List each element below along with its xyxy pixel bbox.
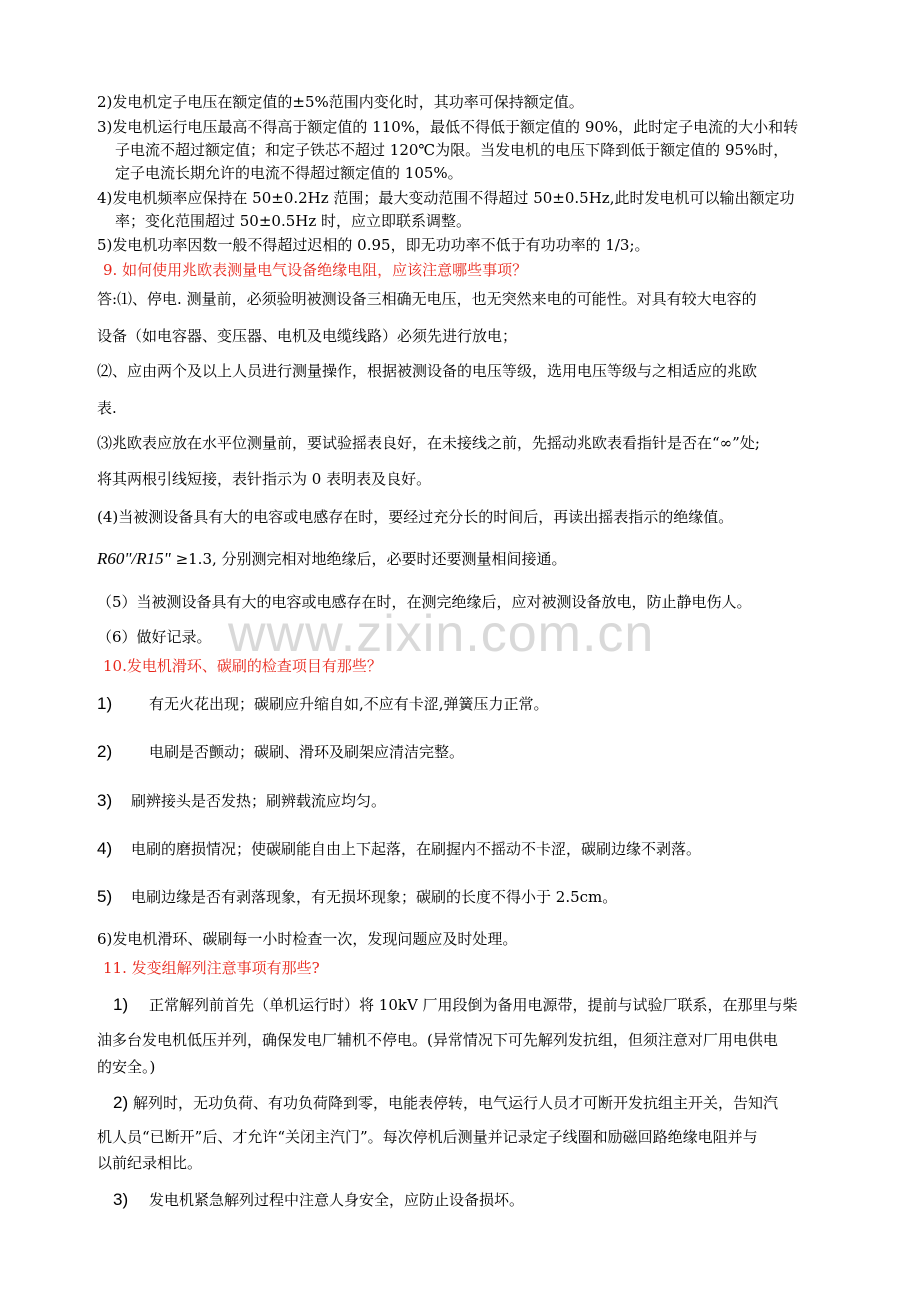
answer-9-step4: (4)当被测设备具有大的电容或电感存在时，要经过充分长的时间后，再读出摇表指示的绝缘值。 (97, 508, 734, 526)
q10-item-3-number: 3) (97, 791, 113, 810)
item-4-line2: 率；变化范围超过 50±0.5Hz 时，应立即联系调整。 (115, 212, 472, 230)
q11-item-3-text: 发电机紧急解列过程中注意人身安全，应防止设备损坏。 (149, 1191, 525, 1209)
q10-item-2-text: 电刷是否颤动；碳刷、滑环及刷架应清洁完整。 (149, 743, 465, 761)
item-5: 5)发电机功率因数一般不得超过迟相的 0.95，即无功功率不低于有功功率的 1/3;。 (97, 236, 650, 254)
q11-item-2-text: 解列时，无功负荷、有功负荷降到零，电能表停转，电气运行人员才可断开发抗组主开关，告知汽 (133, 1094, 779, 1112)
answer-9-step6: （6）做好记录。 (97, 628, 212, 646)
answer-9-step3-line2: 将其两根引线短接，表针指示为 0 表明表及良好。 (97, 470, 432, 488)
answer-9-formula-text: ≥1.3, 分别测完相对地绝缘后，必要时还要测量相间接通。 (175, 550, 567, 568)
answer-9-formula-line (97, 549, 567, 569)
q10-item-5-text: 电刷边缘是否有剥落现象，有无损坏现象；碳刷的长度不得小于 2.5cm。 (131, 888, 618, 906)
resistance-ratio-formula: R60"/R15" (97, 549, 171, 568)
item-3-line1: 3)发电机运行电压最高不得高于额定值的 110%，最低不得低于额定值的 90%，此时定子电流的大小和转 (97, 118, 799, 136)
answer-9-step2-line2: 表. (97, 399, 117, 417)
q10-item-3-text: 刷辨接头是否发热；刷辨载流应均匀。 (131, 792, 387, 810)
answer-9-step5: （5）当被测设备具有大的电容或电感存在时，在测完绝缘后，应对被测设备放电，防止静电伤人。 (97, 593, 752, 611)
q11-item-2-number: 2) (113, 1093, 129, 1112)
q11-item-1-number: 1) (113, 995, 129, 1014)
item-4-line1: 4)发电机频率应保持在 50±0.2Hz 范围；最大变动范围不得超过 50±0.5Hz,此时发电机可以输出额定功 (97, 189, 795, 207)
answer-9-step2-line1: ⑵、应由两个及以上人员进行测量操作，根据被测设备的电压等级，选用电压等级与之相适应的兆欧 (97, 362, 758, 380)
q10-item-5-number: 5) (97, 887, 113, 906)
q10-item-6: 6)发电机滑环、碳刷每一小时检查一次，发现问题应及时处理。 (97, 930, 518, 948)
q11-item-2-line2: 机人员“已断开”后、才允许“关闭主汽门”。每次停机后测量并记录定子线圈和励磁回路绝缘电阻并与 (97, 1128, 758, 1146)
item-3-line2: 子电流不超过额定值；和定子铁芯不超过 120℃为限。当发电机的电压下降到低于额定值的 95%时， (115, 141, 789, 159)
question-11-title: 11. 发变组解列注意事项有那些? (103, 959, 320, 977)
q11-item-3-number: 3) (113, 1190, 129, 1209)
item-2: 2)发电机定子电压在额定值的±5%范围内变化时，其功率可保持额定值。 (97, 93, 584, 111)
q10-item-4-number: 4) (97, 839, 113, 858)
q10-item-4-text: 电刷的磨损情况；使碳刷能自由上下起落，在刷握内不摇动不卡涩，碳刷边缘不剥落。 (131, 840, 702, 858)
q11-item-1-line2: 油多台发电机低压并列，确保发电厂辅机不停电。(异常情况下可先解列发抗组，但须注意对厂用电供电 (97, 1031, 778, 1049)
answer-9-step1-line2: 设备（如电容器、变压器、电机及电缆线路）必须先进行放电； (97, 327, 518, 345)
item-3-line3: 定子电流长期允许的电流不得超过额定值的 105%。 (115, 164, 463, 182)
q10-item-2-number: 2) (97, 742, 113, 761)
question-10-title: 10.发电机滑环、碳刷的检查项目有那些？ (103, 657, 382, 675)
question-9-title: 9. 如何使用兆欧表测量电气设备绝缘电阻，应该注意哪些事项？ (103, 261, 528, 279)
watermark: www.zixin.com.cn (228, 605, 655, 663)
q10-item-1-number: 1) (97, 694, 113, 713)
answer-9-step3-line1: ⑶兆欧表应放在水平位测量前，要试验摇表良好，在未接线之前，先摇动兆欧表看指针是否在“∞”处; (97, 434, 760, 452)
q11-item-1-line3: 的安全。) (97, 1058, 156, 1076)
q11-item-1-text: 正常解列前首先（单机运行时）将 10kV 厂用段倒为备用电源带，提前与试验厂联系，在那里与柴 (149, 996, 798, 1014)
answer-9-step1-line1: 答:⑴、停电. 测量前，必须验明被测设备三相确无电压，也无突然来电的可能性。对具有较大电容的 (97, 290, 757, 308)
q11-item-2-line3: 以前纪录相比。 (97, 1154, 203, 1172)
q10-item-1-text: 有无火花出现；碳刷应升缩自如,不应有卡涩,弹簧压力正常。 (149, 695, 549, 713)
